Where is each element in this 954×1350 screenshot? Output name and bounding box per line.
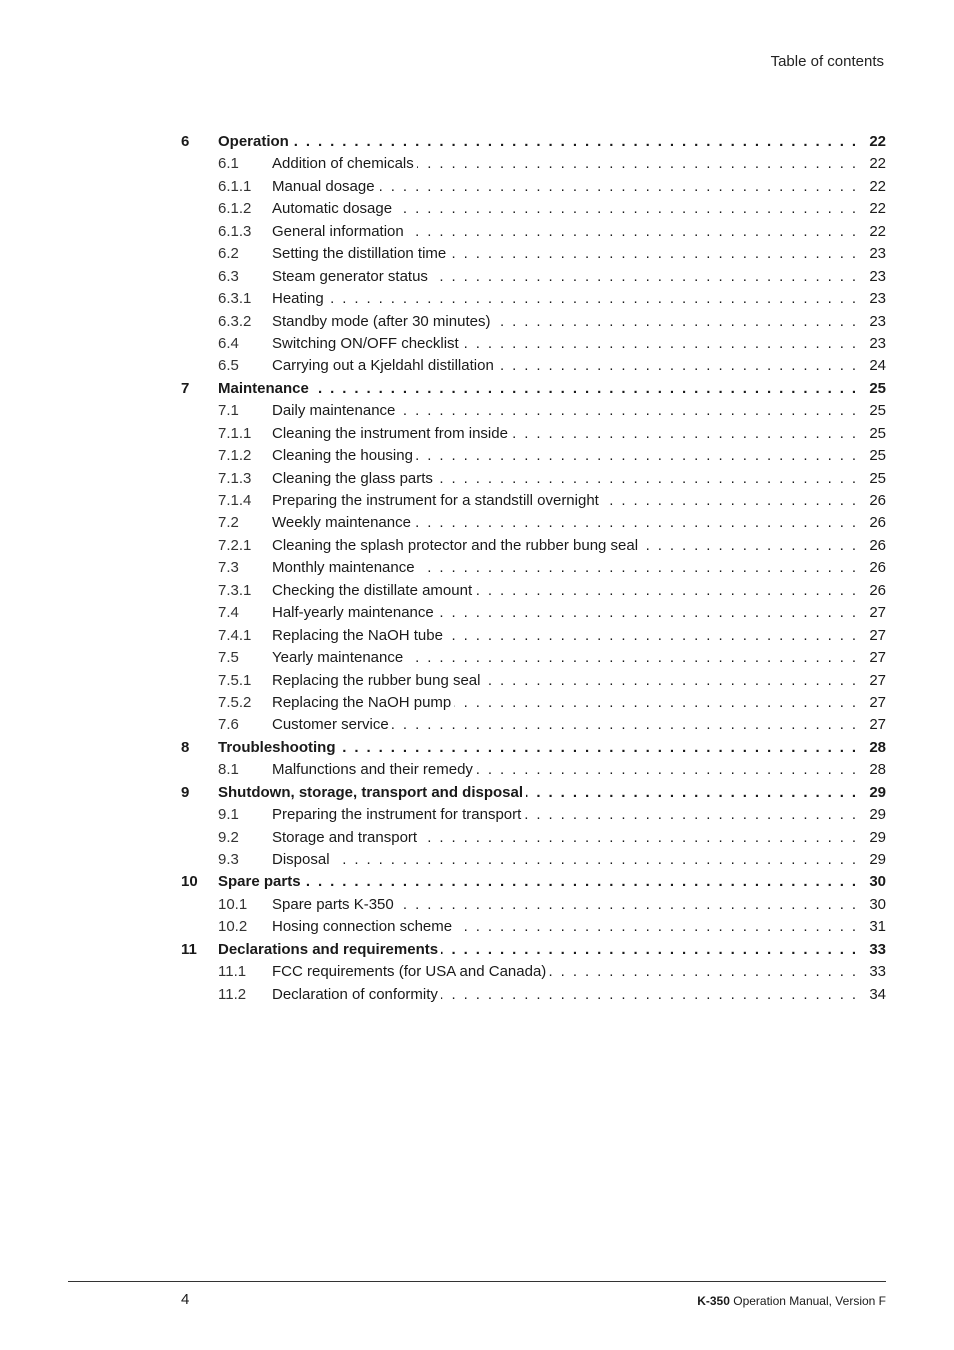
toc-entry-title: General information (272, 223, 407, 240)
toc-entry-leader (272, 423, 886, 445)
toc-entry-title: Steam generator status (272, 268, 431, 285)
toc-chapter-entry[interactable] (181, 782, 886, 804)
toc-entry-page: 27 (865, 647, 886, 669)
toc-entry-page: 34 (865, 984, 886, 1006)
toc-entry-leader (272, 468, 886, 490)
toc-section-entry[interactable] (181, 333, 886, 355)
footer-document-title (697, 1294, 886, 1308)
toc-entry-title: Troubleshooting (218, 739, 339, 756)
toc-entry-leader (272, 692, 886, 714)
toc-entry-leader (218, 131, 886, 153)
toc-entry-page: 27 (865, 602, 886, 624)
toc-entry-leader (272, 557, 886, 579)
toc-section-entry[interactable] (181, 198, 886, 220)
toc-entry-number: 7.4 (218, 604, 239, 622)
toc-entry-leader (272, 916, 886, 938)
toc-chapter-entry[interactable] (181, 939, 886, 961)
toc-section-entry[interactable] (181, 311, 886, 333)
toc-entry-number: 7.5.2 (218, 693, 252, 711)
toc-entry-title: Disposal (272, 851, 333, 868)
toc-entry-page: 29 (865, 849, 886, 871)
toc-entry-number: 7.3 (218, 559, 239, 577)
toc-entry-number: 9.2 (218, 828, 239, 846)
toc-section-entry[interactable] (181, 423, 886, 445)
toc-entry-number: 6.3.1 (218, 290, 252, 308)
toc-entry-page: 28 (865, 759, 886, 781)
toc-entry-leader (218, 939, 886, 961)
toc-entry-leader (272, 355, 886, 377)
toc-entry-number: 6.3 (218, 267, 239, 285)
toc-entry-number: 6.1.2 (218, 200, 252, 218)
toc-entry-title: Declarations and requirements (218, 941, 441, 958)
toc-entry-title: Storage and transport (272, 829, 420, 846)
toc-entry-title: Operation (218, 133, 292, 150)
toc-entry-leader (272, 198, 886, 220)
toc-entry-title: Hosing connection scheme (272, 918, 455, 935)
footer-page-number: 4 (181, 1291, 190, 1308)
toc-entry-number: 9.1 (218, 806, 239, 824)
toc-entry-title: Shutdown, storage, transport and disposal (218, 784, 526, 801)
toc-entry-number: 6.5 (218, 357, 239, 375)
toc-entry-number: 7.6 (218, 716, 239, 734)
toc-section-entry[interactable] (181, 714, 886, 736)
toc-entry-title: Yearly maintenance (272, 649, 406, 666)
toc-chapter-entry[interactable] (181, 131, 886, 153)
toc-entry-title: Half-yearly maintenance (272, 604, 437, 621)
toc-entry-number: 6.1 (218, 155, 239, 173)
toc-entry-title: Manual dosage (272, 178, 378, 195)
toc-section-entry[interactable] (181, 512, 886, 534)
toc-section-entry[interactable] (181, 849, 886, 871)
toc-entry-title: Setting the distillation time (272, 245, 449, 262)
toc-entry-number: 7.1.4 (218, 492, 252, 509)
toc-entry-number: 7.1.1 (218, 424, 252, 442)
toc-section-entry[interactable] (181, 266, 886, 288)
toc-entry-page: 22 (865, 131, 886, 153)
toc-entry-leader (218, 737, 886, 759)
toc-entry-number: 7.3.1 (218, 581, 252, 599)
toc-entry-leader (272, 961, 886, 983)
toc-entry-leader (272, 670, 886, 692)
toc-entry-title: Automatic dosage (272, 200, 395, 217)
toc-section-entry[interactable] (181, 153, 886, 175)
toc-section-entry[interactable] (181, 647, 886, 669)
toc-entry-page: 26 (865, 490, 886, 512)
toc-entry-page: 23 (865, 333, 886, 355)
footer-doc-name: Operation Manual, Version F (733, 1294, 886, 1308)
toc-entry-page: 27 (865, 670, 886, 692)
toc-section-entry[interactable] (181, 894, 886, 916)
toc-entry-leader (272, 333, 886, 355)
toc-entry-title: Declaration of conformity (272, 986, 441, 1003)
toc-entry-title: Cleaning the splash protector and the rubber bung seal (272, 537, 641, 554)
toc-section-entry[interactable] (181, 468, 886, 490)
toc-entry-page: 25 (865, 423, 886, 445)
toc-entry-leader (272, 894, 886, 916)
toc-entry-title: Carrying out a Kjeldahl distillation (272, 357, 497, 374)
toc-entry-leader (272, 849, 886, 871)
toc-entry-title: Daily maintenance (272, 402, 398, 419)
toc-section-entry[interactable] (181, 759, 886, 781)
toc-entry-page: 27 (865, 692, 886, 714)
toc-entry-page: 23 (865, 311, 886, 333)
running-header: Table of contents (770, 53, 884, 70)
toc-entry-leader (218, 378, 886, 400)
toc-entry-page: 25 (865, 468, 886, 490)
toc-section-entry[interactable] (181, 692, 886, 714)
toc-entry-page: 25 (865, 400, 886, 422)
toc-entry-leader (272, 827, 886, 849)
toc-entry-number: 7.4.1 (218, 626, 252, 644)
toc-entry-title: Malfunctions and their remedy (272, 761, 476, 778)
toc-entry-page: 23 (865, 288, 886, 310)
toc-entry-title: Switching ON/OFF checklist (272, 335, 462, 352)
toc-entry-page: 26 (865, 535, 886, 557)
toc-entry-page: 28 (865, 737, 886, 759)
toc-entry-page: 31 (865, 916, 886, 938)
toc-entry-page: 23 (865, 266, 886, 288)
toc-section-entry[interactable] (181, 176, 886, 198)
toc-entry-leader (272, 266, 886, 288)
toc-entry-leader (218, 782, 886, 804)
toc-section-entry[interactable] (181, 670, 886, 692)
toc-entry-page: 22 (865, 176, 886, 198)
toc-section-entry[interactable] (181, 355, 886, 377)
toc-entry-page: 24 (865, 355, 886, 377)
toc-entry-number: 7.5 (218, 649, 239, 667)
toc-entry-page: 27 (865, 714, 886, 736)
toc-section-entry[interactable] (181, 827, 886, 849)
toc-entry-number: 7.1.3 (218, 469, 252, 487)
toc-section-entry[interactable] (181, 557, 886, 579)
toc-entry-title: Maintenance (218, 380, 312, 397)
toc-entry-page: 25 (865, 378, 886, 400)
toc-entry-number: 7.2.1 (218, 536, 252, 554)
toc-entry-number: 7.5.1 (218, 671, 252, 689)
toc-entry-page: 29 (865, 782, 886, 804)
toc-entry-number: 8.1 (218, 761, 239, 779)
toc-section-entry[interactable] (181, 221, 886, 243)
toc-entry-number: 8 (181, 738, 190, 756)
toc-entry-number: 6.1.1 (218, 177, 252, 195)
toc-entry-leader (218, 871, 886, 893)
toc-entry-title: Checking the distillate amount (272, 582, 475, 599)
toc-entry-title: Cleaning the glass parts (272, 470, 436, 487)
toc-entry-page: 26 (865, 580, 886, 602)
toc-chapter-entry[interactable] (181, 378, 886, 400)
toc-entry-leader (272, 984, 886, 1006)
toc-entry-number: 6.1.3 (218, 222, 252, 240)
toc-entry-number: 10.2 (218, 918, 248, 936)
toc-entry-number: 9.3 (218, 851, 239, 868)
toc-entry-page: 22 (865, 153, 886, 175)
toc-entry-page: 30 (865, 894, 886, 916)
toc-entry-number: 6.2 (218, 245, 239, 263)
toc-entry-page: 33 (865, 961, 886, 983)
toc-entry-title: Cleaning the instrument from inside (272, 425, 511, 442)
toc-section-entry[interactable] (181, 961, 886, 983)
toc-section-entry[interactable] (181, 400, 886, 422)
toc-entry-number: 10.1 (218, 895, 248, 913)
toc-entry-leader (272, 759, 886, 781)
toc-section-entry[interactable] (181, 804, 886, 826)
toc-chapter-entry[interactable] (181, 737, 886, 759)
toc-entry-page: 33 (865, 939, 886, 961)
toc-entry-title: Replacing the NaOH pump (272, 694, 454, 711)
toc-entry-number: 9 (181, 783, 190, 801)
footer-model: K-350 (697, 1294, 730, 1308)
toc-entry-leader (272, 490, 886, 512)
toc-entry-leader (272, 311, 886, 333)
toc-entry-leader (272, 176, 886, 198)
toc-entry-leader (272, 221, 886, 243)
toc-entry-page: 29 (865, 804, 886, 826)
toc-entry-leader (272, 288, 886, 310)
toc-section-entry[interactable] (181, 445, 886, 467)
toc-section-entry[interactable] (181, 916, 886, 938)
toc-section-entry[interactable] (181, 580, 886, 602)
toc-entry-title: Spare parts K-350 (272, 896, 397, 913)
toc-entry-title: Preparing the instrument for a standstill overnight (272, 492, 602, 509)
toc-entry-page: 26 (865, 557, 886, 579)
toc-entry-leader (272, 804, 886, 826)
toc-chapter-entry[interactable] (181, 871, 886, 893)
toc-entry-leader (272, 445, 886, 467)
toc-section-entry[interactable] (181, 490, 886, 512)
toc-entry-title: Replacing the rubber bung seal (272, 672, 483, 689)
toc-section-entry[interactable] (181, 625, 886, 647)
toc-entry-title: Heating (272, 290, 327, 307)
table-of-contents (181, 131, 886, 1006)
toc-entry-page: 29 (865, 827, 886, 849)
toc-entry-title: Monthly maintenance (272, 559, 418, 576)
toc-entry-title: Addition of chemicals (272, 155, 417, 172)
toc-entry-title: Standby mode (after 30 minutes) (272, 313, 493, 330)
toc-entry-title: Cleaning the housing (272, 447, 416, 464)
toc-entry-leader (272, 714, 886, 736)
toc-entry-leader (272, 535, 886, 557)
toc-entry-page: 30 (865, 871, 886, 893)
toc-entry-title: Replacing the NaOH tube (272, 627, 446, 644)
toc-section-entry[interactable] (181, 243, 886, 265)
toc-entry-page: 22 (865, 221, 886, 243)
toc-entry-title: Customer service (272, 716, 392, 733)
toc-entry-number: 7 (181, 379, 190, 397)
toc-entry-page: 25 (865, 445, 886, 467)
toc-entry-title: Spare parts (218, 873, 304, 890)
toc-entry-number: 10 (181, 873, 198, 891)
toc-entry-number: 6.3.2 (218, 312, 252, 330)
toc-section-entry[interactable] (181, 535, 886, 557)
toc-entry-leader (272, 602, 886, 624)
toc-entry-page: 26 (865, 512, 886, 534)
toc-entry-number: 11.2 (218, 985, 247, 1003)
toc-entry-number: 7.1 (218, 402, 239, 420)
toc-entry-page: 27 (865, 625, 886, 647)
toc-entry-number: 6.4 (218, 334, 239, 352)
toc-entry-number: 11 (181, 940, 197, 958)
toc-section-entry[interactable] (181, 288, 886, 310)
toc-entry-leader (272, 243, 886, 265)
toc-section-entry[interactable] (181, 602, 886, 624)
toc-entry-page: 22 (865, 198, 886, 220)
toc-entry-leader (272, 580, 886, 602)
toc-entry-number: 11.1 (218, 963, 247, 981)
toc-entry-number: 6 (181, 133, 190, 150)
toc-entry-page: 23 (865, 243, 886, 265)
toc-entry-title: Preparing the instrument for transport (272, 806, 524, 823)
toc-entry-leader (272, 647, 886, 669)
toc-entry-leader (272, 400, 886, 422)
toc-entry-title: FCC requirements (for USA and Canada) (272, 963, 549, 980)
toc-entry-number: 7.2 (218, 514, 239, 532)
toc-entry-leader (272, 153, 886, 175)
toc-entry-leader (272, 625, 886, 647)
toc-entry-number: 7.1.2 (218, 447, 252, 465)
toc-entry-leader (272, 512, 886, 534)
footer-divider (68, 1281, 886, 1282)
toc-entry-title: Weekly maintenance (272, 514, 414, 531)
toc-section-entry[interactable] (181, 984, 886, 1006)
